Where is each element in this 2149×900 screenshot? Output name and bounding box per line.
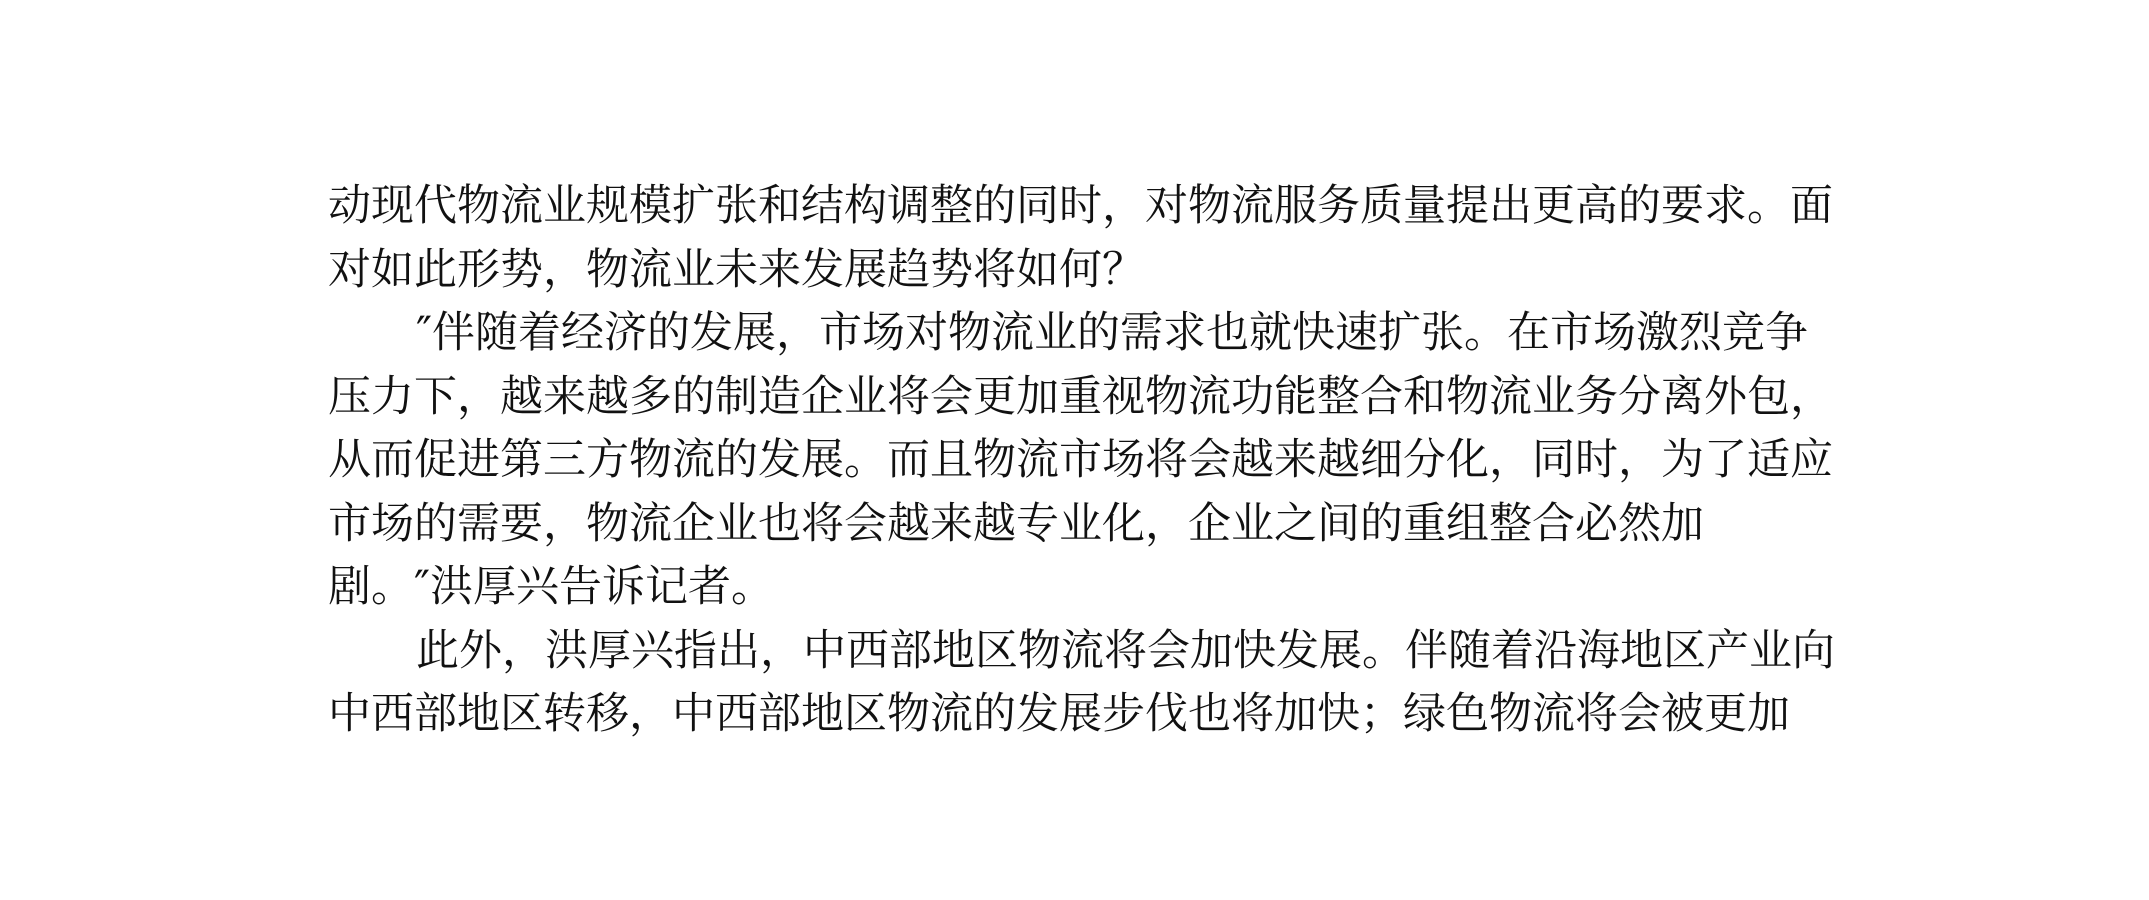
text-line: 从而促进第三方物流的发展。而且物流市场将会越来越细分化，同时，为了适应 — [328, 435, 1833, 485]
text-line: 此外，洪厚兴指出，中西部地区物流将会加快发展。伴随着沿海地区产业向 — [416, 625, 1835, 676]
text-line: ″伴随着经济的发展，市场对物流业的需求也就快速扩张。在市场激烈竞争 — [416, 308, 1809, 358]
body-text — [328, 175, 1888, 747]
text-line: 动现代物流业规模扩张和结构调整的同时，对物流服务质量提出更高的要求。面 — [328, 181, 1833, 231]
text-line: 压力下，越来越多的制造企业将会更加重视物流功能整合和物流业务分离外包， — [328, 371, 1833, 422]
text-line: 中西部地区转移，中西部地区物流的发展步伐也将加快；绿色物流将会被更加 — [328, 689, 1790, 739]
text-line: 对如此形势，物流业未来发展趋势将如何？ — [328, 244, 1145, 295]
text-line: 市场的需要，物流企业也将会越来越专业化，企业之间的重组整合必然加 — [328, 498, 1704, 549]
text-line: 剧。″洪厚兴告诉记者。 — [328, 562, 775, 612]
